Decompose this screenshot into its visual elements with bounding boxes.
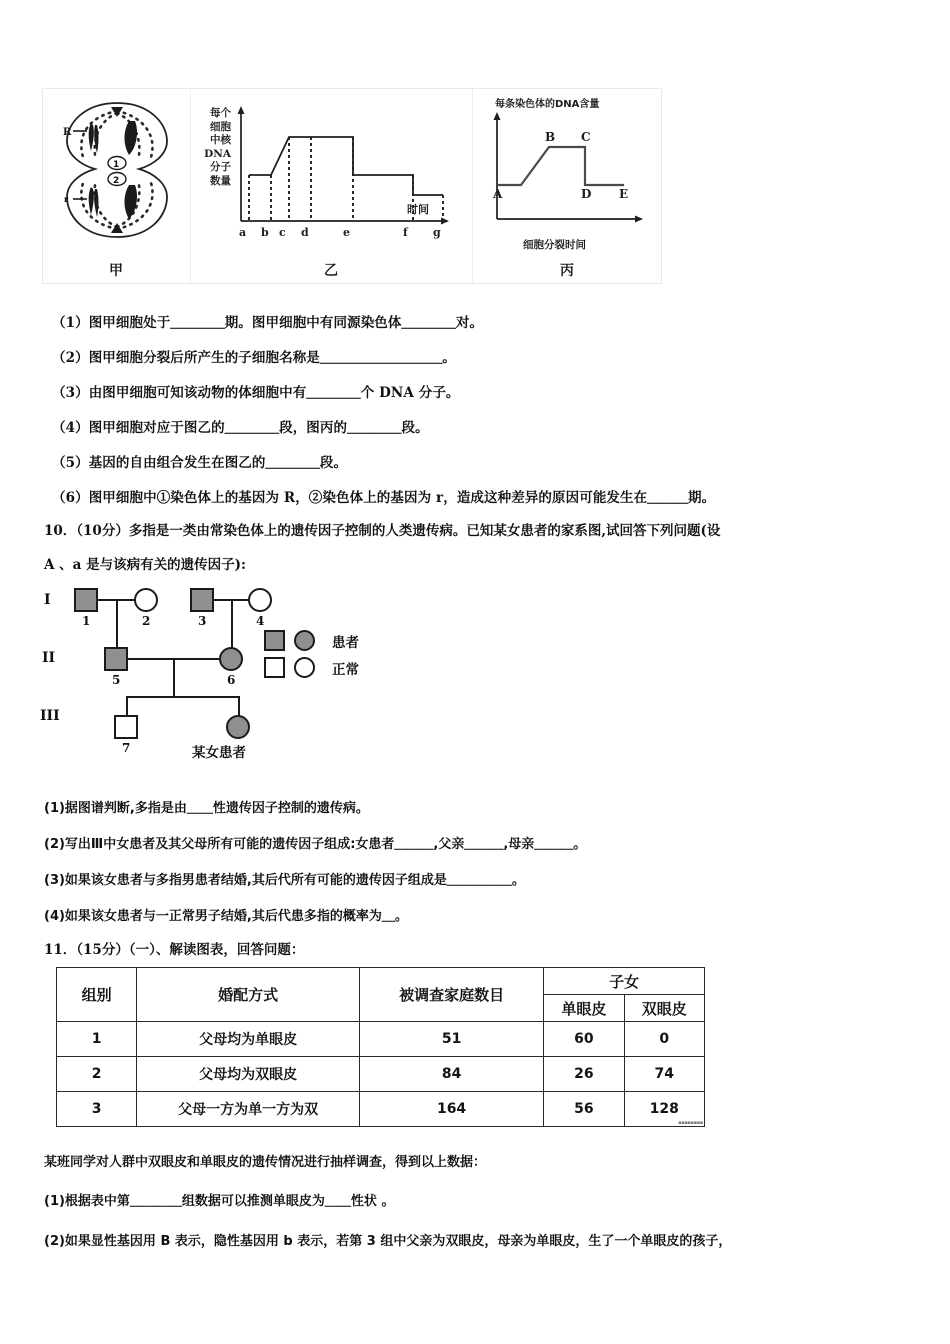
- bing-point-C: C: [581, 130, 591, 144]
- pedigree-proband-caption: 某女患者: [192, 745, 246, 761]
- question-9-item-2: （2）图甲细胞分裂后所产生的子细胞名称是＿＿＿＿＿＿＿＿＿。: [52, 350, 456, 366]
- cell-mode-3: 父母一方为单一方为双: [137, 1092, 360, 1127]
- header-children: 子女: [544, 968, 705, 995]
- cell-count-1: 51: [359, 1022, 543, 1057]
- table-row: [57, 1022, 705, 1057]
- sibship-bar: [126, 696, 239, 698]
- figure-caption-bing: 丙: [560, 263, 575, 279]
- question-9-item-5: （5）基因的自由组合发生在图乙的＿＿＿＿段。: [52, 455, 348, 471]
- pedigree-chart: [42, 578, 442, 776]
- sibship-line-to-proband: [238, 696, 240, 716]
- sibship-drop-line: [173, 658, 175, 697]
- cell-division-diagram: [57, 95, 177, 249]
- table-row: [57, 1092, 705, 1127]
- figure-panel-bing: [473, 89, 662, 283]
- cell-double-2: 74: [624, 1057, 704, 1092]
- legend-label-affected: 患者: [332, 635, 359, 651]
- generation-label-I: I: [44, 592, 51, 608]
- cell-mode-1: 父母均为单眼皮: [137, 1022, 360, 1057]
- pedigree-label-6: 6: [227, 673, 236, 687]
- pedigree-individual-4: [248, 588, 272, 612]
- cell-count-3: 164: [359, 1092, 543, 1127]
- figure-caption-jia: 甲: [109, 263, 124, 279]
- survey-table: [56, 967, 705, 1127]
- cell-count-2: 84: [359, 1057, 543, 1092]
- question-10-item-2: (2)写出Ⅲ中女患者及其父母所有可能的遗传因子组成:女患者＿＿＿,父亲＿＿＿,母亲＿＿＿。: [44, 837, 587, 852]
- question-10-item-4: (4)如果该女患者与一正常男子结婚,其后代患多指的概率为＿。: [44, 909, 408, 924]
- question-11-stem: 11．（15分）（一）、解读图表，回答问题：: [44, 942, 305, 958]
- table-header-row: [57, 968, 705, 995]
- legend-label-normal: 正常: [332, 662, 359, 678]
- pedigree-label-5: 5: [112, 673, 121, 687]
- generation-label-II: II: [42, 650, 56, 666]
- bing-chart-svg: [487, 109, 652, 234]
- marker-label-2: 2: [112, 176, 119, 186]
- question-9-item-4: （4）图甲细胞对应于图乙的＿＿＿＿段，图丙的＿＿＿＿段。: [52, 420, 429, 436]
- pedigree-label-4: 4: [256, 614, 265, 628]
- figure-caption-yi: 乙: [324, 263, 339, 279]
- gene-label-R: R: [62, 127, 71, 138]
- header-mode: 婚配方式: [137, 968, 360, 1022]
- question-9-item-1: （1）图甲细胞处于＿＿＿＿期。图甲细胞中有同源染色体＿＿＿＿对。: [52, 315, 484, 331]
- pedigree-individual-proband: [226, 715, 250, 739]
- cell-single-1: 60: [544, 1022, 624, 1057]
- pedigree-individual-6: [219, 647, 243, 671]
- pedigree-individual-7: [114, 715, 138, 739]
- header-single-eyelid: 单眼皮: [544, 995, 624, 1022]
- table-row: [57, 1057, 705, 1092]
- question-10-item-3: (3)如果该女患者与多指男患者结婚,其后代所有可能的遗传因子组成是＿＿＿＿＿。: [44, 873, 525, 888]
- legend-affected-circle: [294, 630, 315, 651]
- dividing-cell-svg: [57, 95, 177, 245]
- cell-double-1: 0: [624, 1022, 704, 1057]
- bing-point-D: D: [581, 187, 592, 201]
- question-10-item-1: (1)据图谱判断,多指是由＿＿性遗传因子控制的遗传病。: [44, 801, 369, 816]
- yi-y-axis-label: 每个 细胞 中核 DNA 分子 数量: [204, 107, 231, 187]
- header-group: 组别: [57, 968, 137, 1022]
- pedigree-label-1: 1: [82, 614, 91, 628]
- header-double-eyelid: 双眼皮: [624, 995, 704, 1022]
- figure-panel-container: [42, 88, 662, 284]
- legend-normal-circle: [294, 657, 315, 678]
- bing-x-axis-label: 细胞分裂时间: [523, 239, 586, 251]
- figure-panel-yi: [191, 89, 473, 283]
- sibship-line-to-7: [126, 696, 128, 716]
- legend-normal-square: [264, 657, 285, 678]
- figure-panel-jia: [43, 89, 191, 283]
- gene-label-r: r: [63, 194, 68, 204]
- question-10-stem-line-2: A 、a 是与该病有关的遗传因子):: [44, 557, 246, 573]
- cell-double-3: 128: [624, 1092, 704, 1127]
- cell-single-2: 26: [544, 1057, 624, 1092]
- generation-label-III: III: [40, 708, 60, 724]
- pedigree-individual-2: [134, 588, 158, 612]
- pedigree-individual-5: [104, 647, 128, 671]
- pedigree-label-7: 7: [122, 741, 131, 755]
- bing-point-E: E: [619, 187, 629, 201]
- question-11-intro: 某班同学对人群中双眼皮和单眼皮的遗传情况进行抽样调查，得到以上数据：: [44, 1155, 487, 1170]
- bing-y-axis-title: 每条染色体的DNA含量: [495, 99, 600, 110]
- question-11-item-2: (2)如果显性基因用 B 表示，隐性基因用 b 表示，若第 3 组中父亲为双眼皮，母亲为单眼皮，生了一个单眼皮的孩子，: [44, 1234, 732, 1249]
- survey-table-wrapper: [56, 967, 705, 1127]
- cell-mode-2: 父母均为双眼皮: [137, 1057, 360, 1092]
- question-11-item-1: (1)根据表中第＿＿＿＿组数据可以推测单眼皮为＿＿性状 。: [44, 1194, 395, 1209]
- scan-artifact: ▪▪▪▪▪▪▪▪: [678, 1120, 703, 1126]
- question-9-item-3: （3）由图甲细胞可知该动物的体细胞中有＿＿＿＿个 DNA 分子。: [52, 385, 460, 401]
- pedigree-individual-1: [74, 588, 98, 612]
- marker-label-1: 1: [112, 160, 119, 170]
- cell-single-3: 56: [544, 1092, 624, 1127]
- bing-point-A: A: [493, 187, 503, 201]
- cell-group-3: 3: [57, 1092, 137, 1127]
- pedigree-label-2: 2: [142, 614, 151, 628]
- cell-group-1: 1: [57, 1022, 137, 1057]
- bing-point-B: B: [545, 130, 556, 144]
- pedigree-individual-3: [190, 588, 214, 612]
- question-10-stem-line-1: 10．（10分）多指是一类由常染色体上的遗传因子控制的人类遗传病。已知某女患者的家系图,试回答下列问题(设: [44, 523, 721, 539]
- header-count: 被调查家庭数目: [359, 968, 543, 1022]
- pedigree-label-3: 3: [198, 614, 207, 628]
- yi-tick-labels: a b c d e f g: [239, 226, 441, 239]
- legend-affected-square: [264, 630, 285, 651]
- question-9-item-6: （6）图甲细胞中①染色体上的基因为 R，②染色体上的基因为 r，造成这种差异的原因可能发生在＿＿＿期。: [52, 490, 716, 506]
- yi-x-axis-label: 时间: [407, 203, 429, 216]
- cell-group-2: 2: [57, 1057, 137, 1092]
